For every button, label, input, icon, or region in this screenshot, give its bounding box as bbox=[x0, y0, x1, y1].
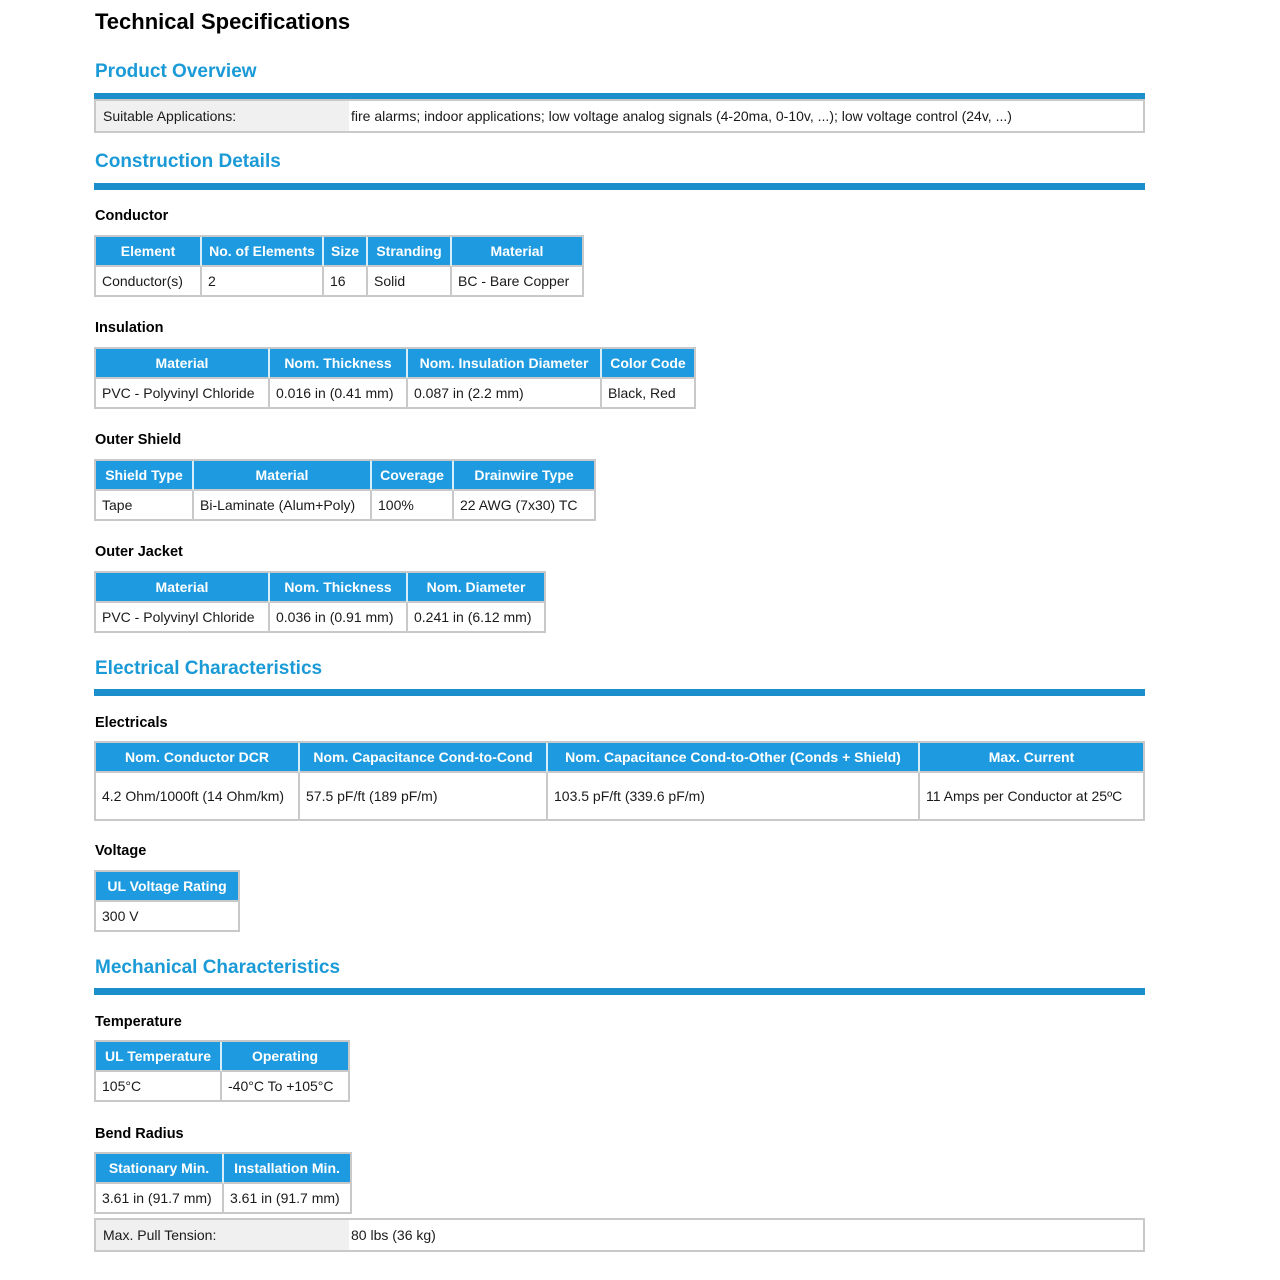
table-row bbox=[96, 773, 1143, 819]
table-cell: Solid bbox=[368, 267, 452, 295]
table-header-row bbox=[96, 1154, 350, 1184]
column-header: Material bbox=[194, 461, 372, 491]
column-header: UL Temperature bbox=[96, 1042, 222, 1072]
column-header: Max. Current bbox=[920, 743, 1143, 773]
suitable-applications-value: fire alarms; indoor applications; low voltage analog signals (4-20ma, 0-10v, ...); low voltage control (24v, ...) bbox=[351, 108, 1012, 124]
table-cell: Black, Red bbox=[608, 385, 676, 401]
table-cell: 0.036 in (0.91 mm) bbox=[270, 603, 408, 631]
table-header-row bbox=[96, 743, 1143, 773]
column-header: Material bbox=[96, 349, 270, 379]
outer-jacket-table bbox=[94, 571, 546, 633]
conductor-table bbox=[94, 235, 584, 297]
table-cell: Tape bbox=[96, 491, 194, 519]
column-header: Nom. Capacitance Cond-to-Other (Conds + Shield) bbox=[548, 743, 920, 773]
table-row bbox=[96, 902, 238, 930]
column-header: Element bbox=[96, 237, 202, 267]
subsection-title-bend-radius: Bend Radius bbox=[95, 1126, 184, 1142]
section-divider bbox=[94, 988, 1145, 995]
section-title-mechanical-characteristics: Mechanical Characteristics bbox=[95, 957, 341, 978]
table-header-row bbox=[96, 573, 544, 603]
insulation-table bbox=[94, 347, 696, 409]
table-cell: 22 AWG (7x30) TC bbox=[460, 497, 578, 513]
subsection-title-temperature: Temperature bbox=[95, 1014, 182, 1030]
column-header: Nom. Diameter bbox=[408, 573, 544, 603]
table-cell: PVC - Polyvinyl Chloride bbox=[96, 603, 270, 631]
subsection-title-outer-jacket: Outer Jacket bbox=[95, 544, 183, 560]
table-cell: 57.5 pF/ft (189 pF/m) bbox=[300, 773, 548, 819]
bend-radius-table bbox=[94, 1152, 352, 1214]
pull-tension-row bbox=[94, 1218, 1145, 1252]
subsection-title-electricals: Electricals bbox=[95, 715, 168, 731]
column-header: Coverage bbox=[372, 461, 454, 491]
table-cell: 0.087 in (2.2 mm) bbox=[408, 379, 602, 407]
subsection-title-insulation: Insulation bbox=[95, 320, 164, 336]
table-row bbox=[96, 1184, 350, 1212]
table-row bbox=[96, 1072, 348, 1100]
pull-tension-label: Max. Pull Tension: bbox=[96, 1220, 349, 1250]
column-header: No. of Elements bbox=[202, 237, 324, 267]
table-cell: 16 bbox=[324, 267, 368, 295]
table-row bbox=[96, 267, 582, 295]
column-header: Nom. Thickness bbox=[270, 349, 408, 379]
table-cell: Conductor(s) bbox=[96, 267, 202, 295]
table-cell: 300 V bbox=[102, 908, 139, 924]
table-cell: Bi-Laminate (Alum+Poly) bbox=[194, 491, 372, 519]
table-cell: 0.241 in (6.12 mm) bbox=[414, 609, 532, 625]
table-header-row bbox=[96, 349, 694, 379]
pull-tension-value: 80 lbs (36 kg) bbox=[351, 1227, 436, 1243]
table-header-row bbox=[96, 1042, 348, 1072]
suitable-applications-row bbox=[94, 99, 1145, 133]
outer-shield-table bbox=[94, 459, 596, 521]
table-cell: -40°C To +105°C bbox=[228, 1078, 334, 1094]
table-header-row bbox=[96, 237, 582, 267]
column-header: UL Voltage Rating bbox=[96, 872, 238, 902]
table-header-row bbox=[96, 872, 238, 902]
table-cell: 4.2 Ohm/1000ft (14 Ohm/km) bbox=[96, 773, 300, 819]
suitable-applications-label: Suitable Applications: bbox=[96, 101, 349, 131]
table-cell: 11 Amps per Conductor at 25ºC bbox=[926, 788, 1123, 804]
column-header: Nom. Conductor DCR bbox=[96, 743, 300, 773]
table-cell: 3.61 in (91.7 mm) bbox=[96, 1184, 224, 1212]
table-row bbox=[96, 603, 544, 631]
column-header: Nom. Insulation Diameter bbox=[408, 349, 602, 379]
column-header: Stationary Min. bbox=[96, 1154, 224, 1184]
table-cell: BC - Bare Copper bbox=[458, 273, 570, 289]
temperature-table bbox=[94, 1040, 350, 1102]
column-header: Nom. Capacitance Cond-to-Cond bbox=[300, 743, 548, 773]
column-header: Operating bbox=[222, 1042, 348, 1072]
table-cell: 103.5 pF/ft (339.6 pF/m) bbox=[548, 773, 920, 819]
table-cell: 100% bbox=[372, 491, 454, 519]
table-header-row bbox=[96, 461, 594, 491]
section-divider bbox=[94, 689, 1145, 696]
column-header: Size bbox=[324, 237, 368, 267]
section-title-electrical-characteristics: Electrical Characteristics bbox=[95, 658, 323, 679]
column-header: Stranding bbox=[368, 237, 452, 267]
table-cell: 0.016 in (0.41 mm) bbox=[270, 379, 408, 407]
column-header: Nom. Thickness bbox=[270, 573, 408, 603]
column-header: Installation Min. bbox=[224, 1154, 350, 1184]
column-header: Shield Type bbox=[96, 461, 194, 491]
table-row bbox=[96, 491, 594, 519]
section-divider bbox=[94, 183, 1145, 190]
electricals-table bbox=[94, 741, 1145, 821]
subsection-title-outer-shield: Outer Shield bbox=[95, 432, 182, 448]
page-title: Technical Specifications bbox=[95, 9, 351, 34]
column-header: Color Code bbox=[602, 349, 694, 379]
column-header: Material bbox=[96, 573, 270, 603]
subsection-title-voltage: Voltage bbox=[95, 843, 147, 859]
section-title-product-overview: Product Overview bbox=[95, 61, 257, 82]
column-header: Material bbox=[452, 237, 582, 267]
column-header: Drainwire Type bbox=[454, 461, 594, 491]
section-title-construction-details: Construction Details bbox=[95, 151, 281, 172]
table-cell: PVC - Polyvinyl Chloride bbox=[96, 379, 270, 407]
table-cell: 105°C bbox=[96, 1072, 222, 1100]
subsection-title-conductor: Conductor bbox=[95, 208, 169, 224]
table-cell: 3.61 in (91.7 mm) bbox=[230, 1190, 340, 1206]
table-row bbox=[96, 379, 694, 407]
table-cell: 2 bbox=[202, 267, 324, 295]
voltage-table bbox=[94, 870, 240, 932]
